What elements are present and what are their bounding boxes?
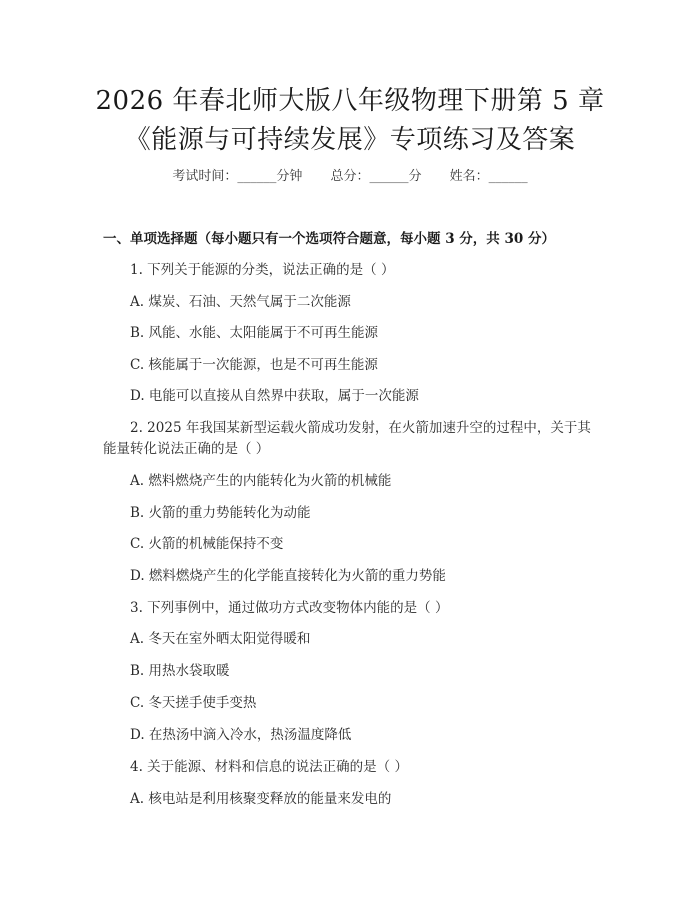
question-stem: 1. 下列关于能源的分类，说法正确的是（ ） — [130, 262, 395, 278]
page-title-line-2: 《能源与可持续发展》专项练习及答案 — [124, 125, 576, 155]
question-option: C. 火箭的机械能保持不变 — [130, 536, 284, 552]
exam-time-field — [172, 166, 302, 188]
total-score-field — [330, 166, 421, 188]
question-stem: 3. 下列事例中，通过做功方式改变物体内能的是（ ） — [130, 600, 449, 616]
student-name-label: 姓名： — [449, 169, 489, 184]
question-stem-continued: 能量转化说法正确的是（ ） — [103, 441, 270, 457]
question-option: A. 核电站是利用核聚变释放的能量来发电的 — [130, 791, 392, 807]
question-option: D. 电能可以直接从自然界中获取，属于一次能源 — [130, 388, 419, 404]
total-score-blank: ______ — [369, 169, 409, 184]
question-option: A. 冬天在室外晒太阳觉得暖和 — [130, 631, 311, 647]
question-option: D. 在热汤中滴入冷水，热汤温度降低 — [130, 727, 352, 743]
question-option: C. 冬天搓手使手变热 — [130, 695, 257, 711]
question-option: C. 核能属于一次能源，也是不可再生能源 — [130, 357, 378, 373]
question-option: A. 燃料燃烧产生的内能转化为火箭的机械能 — [130, 473, 392, 489]
exam-info-row — [0, 166, 700, 188]
exam-time-unit: 分钟 — [276, 169, 303, 184]
exam-time-label: 考试时间： — [172, 169, 238, 184]
question-option: A. 煤炭、石油、天然气属于二次能源 — [130, 294, 351, 310]
total-score-unit: 分 — [408, 169, 422, 184]
question-stem: 4. 关于能源、材料和信息的说法正确的是（ ） — [130, 759, 408, 775]
question-option: B. 风能、水能、太阳能属于不可再生能源 — [130, 325, 379, 341]
question-option: B. 火箭的重力势能转化为动能 — [130, 505, 311, 521]
question-option: B. 用热水袋取暖 — [130, 663, 230, 679]
question-stem: 2. 2025 年我国某新型运载火箭成功发射，在火箭加速升空的过程中，关于其 — [130, 420, 591, 436]
total-score-label: 总分： — [330, 169, 370, 184]
student-name-field — [450, 166, 528, 188]
exam-time-blank: ______ — [237, 169, 277, 184]
page-title-line-1: 2026 年春北师大版八年级物理下册第 5 章 — [95, 86, 605, 116]
question-option: D. 燃料燃烧产生的化学能直接转化为火箭的重力势能 — [130, 568, 446, 584]
section-heading: 一、单项选择题（每小题只有一个选项符合题意，每小题 3 分，共 30 分） — [103, 231, 555, 247]
student-name-blank: ______ — [488, 169, 528, 184]
